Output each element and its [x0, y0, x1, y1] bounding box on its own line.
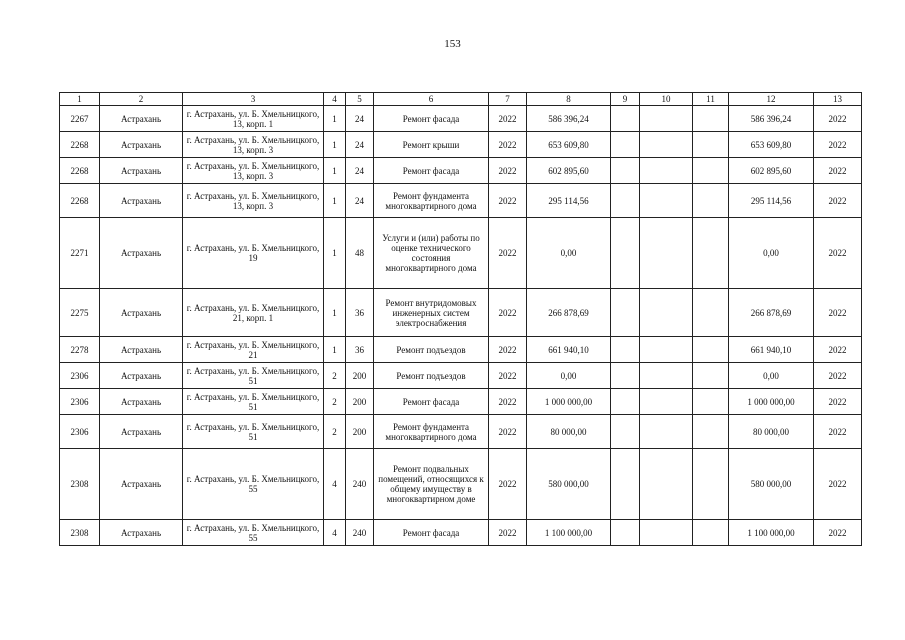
cell-col9	[611, 520, 640, 546]
column-header-12: 12	[729, 93, 814, 106]
cell-count: 24	[346, 184, 374, 218]
header-row	[60, 93, 862, 106]
cell-total-amount: 602 895,60	[729, 158, 814, 184]
table-row	[60, 158, 862, 184]
cell-row-id: 2268	[60, 184, 100, 218]
cell-end-year: 2022	[814, 363, 862, 389]
cell-row-id: 2308	[60, 520, 100, 546]
page-number: 153	[444, 38, 461, 50]
cell-work-type: Ремонт фасада	[374, 106, 489, 132]
cell-municipality: Астрахань	[100, 158, 183, 184]
cell-count: 36	[346, 337, 374, 363]
column-header-3: 3	[183, 93, 324, 106]
cell-end-year: 2022	[814, 415, 862, 449]
cell-row-id: 2267	[60, 106, 100, 132]
cell-col11	[693, 449, 729, 520]
cell-count: 48	[346, 218, 374, 289]
cell-row-id: 2306	[60, 389, 100, 415]
cell-work-type: Ремонт фасада	[374, 158, 489, 184]
cell-col11	[693, 218, 729, 289]
table-row	[60, 415, 862, 449]
cell-work-type: Ремонт подъездов	[374, 337, 489, 363]
cell-end-year: 2022	[814, 106, 862, 132]
cell-end-year: 2022	[814, 449, 862, 520]
cell-total-amount: 580 000,00	[729, 449, 814, 520]
cell-address: г. Астрахань, ул. Б. Хмельницкого, 13, корп. 3	[183, 158, 324, 184]
cell-col11	[693, 106, 729, 132]
cell-year: 2022	[489, 218, 527, 289]
cell-address: г. Астрахань, ул. Б. Хмельницкого, 19	[183, 218, 324, 289]
column-header-2: 2	[100, 93, 183, 106]
cell-amount: 602 895,60	[527, 158, 611, 184]
cell-address: г. Астрахань, ул. Б. Хмельницкого, 55	[183, 449, 324, 520]
cell-col10	[640, 389, 693, 415]
cell-year: 2022	[489, 337, 527, 363]
column-header-13: 13	[814, 93, 862, 106]
cell-col11	[693, 289, 729, 337]
cell-col10	[640, 158, 693, 184]
cell-address: г. Астрахань, ул. Б. Хмельницкого, 13, корп. 3	[183, 132, 324, 158]
cell-row-id: 2275	[60, 289, 100, 337]
cell-col11	[693, 363, 729, 389]
column-header-5: 5	[346, 93, 374, 106]
cell-group: 1	[324, 158, 346, 184]
cell-col9	[611, 218, 640, 289]
column-header-7: 7	[489, 93, 527, 106]
cell-row-id: 2268	[60, 132, 100, 158]
cell-col9	[611, 415, 640, 449]
cell-work-type: Ремонт фасада	[374, 520, 489, 546]
cell-col9	[611, 106, 640, 132]
cell-count: 200	[346, 363, 374, 389]
cell-municipality: Астрахань	[100, 415, 183, 449]
cell-work-type: Ремонт подвальных помещений, относящихся к общему имуществу в многоквартирном доме	[374, 449, 489, 520]
cell-count: 36	[346, 289, 374, 337]
cell-count: 24	[346, 106, 374, 132]
cell-municipality: Астрахань	[100, 132, 183, 158]
cell-end-year: 2022	[814, 337, 862, 363]
cell-col10	[640, 218, 693, 289]
cell-col10	[640, 132, 693, 158]
cell-total-amount: 295 114,56	[729, 184, 814, 218]
cell-col10	[640, 184, 693, 218]
cell-municipality: Астрахань	[100, 363, 183, 389]
cell-work-type: Ремонт фасада	[374, 389, 489, 415]
table-body	[60, 106, 862, 546]
cell-col9	[611, 158, 640, 184]
registry-table	[59, 92, 862, 546]
cell-work-type: Ремонт подъездов	[374, 363, 489, 389]
table-row	[60, 289, 862, 337]
cell-total-amount: 661 940,10	[729, 337, 814, 363]
cell-col10	[640, 415, 693, 449]
cell-group: 4	[324, 449, 346, 520]
cell-municipality: Астрахань	[100, 184, 183, 218]
cell-group: 1	[324, 132, 346, 158]
table-row	[60, 337, 862, 363]
cell-year: 2022	[489, 415, 527, 449]
cell-col11	[693, 158, 729, 184]
cell-amount: 0,00	[527, 218, 611, 289]
cell-col10	[640, 363, 693, 389]
cell-end-year: 2022	[814, 389, 862, 415]
cell-year: 2022	[489, 520, 527, 546]
cell-col9	[611, 389, 640, 415]
cell-address: г. Астрахань, ул. Б. Хмельницкого, 51	[183, 363, 324, 389]
table-row	[60, 184, 862, 218]
cell-municipality: Астрахань	[100, 449, 183, 520]
cell-end-year: 2022	[814, 289, 862, 337]
cell-col11	[693, 337, 729, 363]
column-header-8: 8	[527, 93, 611, 106]
cell-col11	[693, 415, 729, 449]
column-header-10: 10	[640, 93, 693, 106]
cell-end-year: 2022	[814, 132, 862, 158]
cell-year: 2022	[489, 184, 527, 218]
cell-address: г. Астрахань, ул. Б. Хмельницкого, 13, корп. 1	[183, 106, 324, 132]
cell-group: 2	[324, 415, 346, 449]
cell-row-id: 2306	[60, 363, 100, 389]
cell-work-type: Услуги и (или) работы по оценке технического состояния многоквартирного дома	[374, 218, 489, 289]
table-header	[60, 93, 862, 106]
cell-amount: 1 100 000,00	[527, 520, 611, 546]
cell-col9	[611, 184, 640, 218]
cell-row-id: 2268	[60, 158, 100, 184]
cell-municipality: Астрахань	[100, 218, 183, 289]
cell-total-amount: 586 396,24	[729, 106, 814, 132]
cell-municipality: Астрахань	[100, 337, 183, 363]
cell-row-id: 2278	[60, 337, 100, 363]
cell-col9	[611, 363, 640, 389]
table-row	[60, 363, 862, 389]
cell-address: г. Астрахань, ул. Б. Хмельницкого, 21, корп. 1	[183, 289, 324, 337]
cell-amount: 661 940,10	[527, 337, 611, 363]
cell-amount: 580 000,00	[527, 449, 611, 520]
cell-address: г. Астрахань, ул. Б. Хмельницкого, 55	[183, 520, 324, 546]
cell-group: 2	[324, 389, 346, 415]
cell-end-year: 2022	[814, 184, 862, 218]
cell-work-type: Ремонт фундамента многоквартирного дома	[374, 184, 489, 218]
cell-address: г. Астрахань, ул. Б. Хмельницкого, 13, корп. 3	[183, 184, 324, 218]
cell-col11	[693, 389, 729, 415]
cell-amount: 0,00	[527, 363, 611, 389]
cell-col9	[611, 449, 640, 520]
cell-group: 2	[324, 363, 346, 389]
column-header-6: 6	[374, 93, 489, 106]
cell-col11	[693, 132, 729, 158]
cell-year: 2022	[489, 289, 527, 337]
cell-count: 24	[346, 158, 374, 184]
column-header-11: 11	[693, 93, 729, 106]
cell-col10	[640, 337, 693, 363]
cell-row-id: 2306	[60, 415, 100, 449]
cell-col10	[640, 289, 693, 337]
cell-total-amount: 1 000 000,00	[729, 389, 814, 415]
cell-amount: 80 000,00	[527, 415, 611, 449]
cell-municipality: Астрахань	[100, 106, 183, 132]
table-row	[60, 106, 862, 132]
table-row	[60, 520, 862, 546]
cell-municipality: Астрахань	[100, 289, 183, 337]
cell-count: 240	[346, 520, 374, 546]
cell-count: 200	[346, 415, 374, 449]
cell-year: 2022	[489, 389, 527, 415]
cell-group: 1	[324, 218, 346, 289]
cell-amount: 266 878,69	[527, 289, 611, 337]
cell-amount: 1 000 000,00	[527, 389, 611, 415]
cell-address: г. Астрахань, ул. Б. Хмельницкого, 21	[183, 337, 324, 363]
cell-group: 1	[324, 337, 346, 363]
cell-amount: 295 114,56	[527, 184, 611, 218]
table-row	[60, 449, 862, 520]
table-row	[60, 389, 862, 415]
cell-work-type: Ремонт внутридомовых инженерных систем электроснабжения	[374, 289, 489, 337]
cell-row-id: 2271	[60, 218, 100, 289]
cell-col11	[693, 184, 729, 218]
cell-total-amount: 0,00	[729, 363, 814, 389]
cell-row-id: 2308	[60, 449, 100, 520]
cell-address: г. Астрахань, ул. Б. Хмельницкого, 51	[183, 389, 324, 415]
cell-year: 2022	[489, 106, 527, 132]
cell-total-amount: 80 000,00	[729, 415, 814, 449]
cell-col9	[611, 132, 640, 158]
cell-end-year: 2022	[814, 158, 862, 184]
cell-count: 200	[346, 389, 374, 415]
cell-count: 24	[346, 132, 374, 158]
cell-col9	[611, 337, 640, 363]
cell-total-amount: 0,00	[729, 218, 814, 289]
cell-group: 1	[324, 289, 346, 337]
column-header-1: 1	[60, 93, 100, 106]
cell-address: г. Астрахань, ул. Б. Хмельницкого, 51	[183, 415, 324, 449]
cell-total-amount: 1 100 000,00	[729, 520, 814, 546]
cell-col10	[640, 449, 693, 520]
table-row	[60, 218, 862, 289]
cell-total-amount: 266 878,69	[729, 289, 814, 337]
cell-group: 1	[324, 106, 346, 132]
cell-year: 2022	[489, 449, 527, 520]
column-header-4: 4	[324, 93, 346, 106]
cell-year: 2022	[489, 158, 527, 184]
cell-amount: 653 609,80	[527, 132, 611, 158]
cell-col9	[611, 289, 640, 337]
cell-col10	[640, 520, 693, 546]
cell-col10	[640, 106, 693, 132]
column-header-9: 9	[611, 93, 640, 106]
cell-group: 1	[324, 184, 346, 218]
cell-end-year: 2022	[814, 520, 862, 546]
cell-count: 240	[346, 449, 374, 520]
cell-col11	[693, 520, 729, 546]
cell-amount: 586 396,24	[527, 106, 611, 132]
cell-municipality: Астрахань	[100, 520, 183, 546]
cell-group: 4	[324, 520, 346, 546]
cell-total-amount: 653 609,80	[729, 132, 814, 158]
cell-year: 2022	[489, 363, 527, 389]
table-row	[60, 132, 862, 158]
cell-work-type: Ремонт крыши	[374, 132, 489, 158]
cell-municipality: Астрахань	[100, 389, 183, 415]
cell-work-type: Ремонт фундамента многоквартирного дома	[374, 415, 489, 449]
cell-year: 2022	[489, 132, 527, 158]
cell-end-year: 2022	[814, 218, 862, 289]
